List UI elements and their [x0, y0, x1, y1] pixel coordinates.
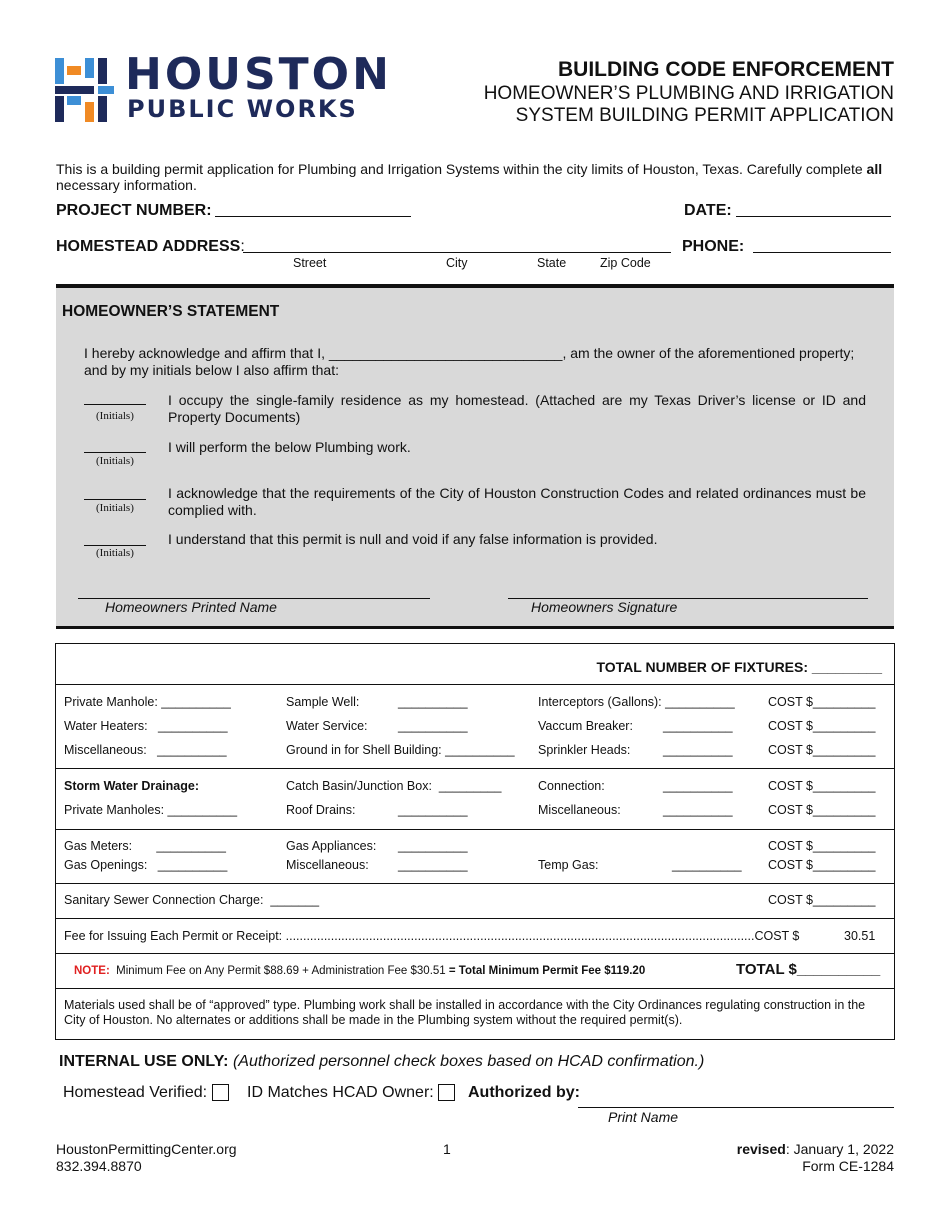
permit-fee-label: Fee for Issuing Each Permit or Receipt: .......................................................................................................................................COST $	[64, 929, 800, 943]
temp-gas-field[interactable]: __________	[672, 858, 742, 872]
cost-field[interactable]: COST $_________	[768, 695, 876, 709]
water-service-field[interactable]: __________	[398, 719, 468, 733]
statement-item-1: I occupy the single-family residence as my homestead. (Attached are my Texas Driver’s license or ID and Property Documents)	[168, 392, 866, 425]
cost-field[interactable]: COST $_________	[768, 719, 876, 733]
gas-meters-field[interactable]: Gas Meters: __________	[64, 839, 226, 853]
storm-water-drainage-label: Storm Water Drainage:	[64, 779, 199, 793]
temp-gas-label: Temp Gas:	[538, 858, 599, 872]
materials-text: Materials used shall be of “approved” type. Plumbing work shall be installed in accordance with the City Ordinances regulating construction in the City of Houston. No alternates or additions shall be made in the Plumbing system without the required permit(s).	[64, 998, 866, 1027]
footer-phone: 832.394.8870	[56, 1158, 142, 1174]
sample-well-label: Sample Well:	[286, 695, 360, 709]
logo	[55, 49, 392, 126]
miscellaneous-field[interactable]: Miscellaneous: __________	[64, 743, 227, 757]
footer-revised: revised: January 1, 2022	[736, 1141, 894, 1157]
printed-name-caption: Homeowners Printed Name	[105, 599, 277, 615]
connection-field[interactable]: __________	[663, 779, 733, 793]
vaccum-breaker-label: Vaccum Breaker:	[538, 719, 633, 733]
statement-affirm-1: I hereby acknowledge and affirm that I, ______________________________, am the owner of the aforementioned property;	[84, 345, 855, 361]
authorized-by-label: Authorized by:	[468, 1084, 580, 1101]
statement-item-4: I understand that this permit is null and void if any false information is provided.	[168, 531, 658, 547]
storm-miscellaneous-field[interactable]: __________	[663, 803, 733, 817]
city-caption: City	[446, 256, 468, 270]
homeowner-statement	[56, 284, 894, 629]
cost-field[interactable]: COST $_________	[768, 743, 876, 757]
total-fixtures-label: TOTAL NUMBER OF FIXTURES: _________	[596, 659, 882, 675]
cost-field[interactable]: COST $_________	[768, 839, 876, 853]
sprinkler-heads-field[interactable]: __________	[663, 743, 733, 757]
cost-field[interactable]: COST $_________	[768, 779, 876, 793]
initials-caption-2: (Initials)	[96, 455, 134, 467]
gas-appliances-label: Gas Appliances:	[286, 839, 377, 853]
homestead-address-field[interactable]	[243, 236, 671, 253]
homestead-verified: Homestead Verified:	[63, 1084, 229, 1102]
footer-website: HoustonPermittingCenter.org	[56, 1141, 237, 1157]
logo-mark-icon	[55, 56, 117, 124]
id-matches-checkbox[interactable]	[438, 1084, 455, 1101]
gas-miscellaneous-field[interactable]: __________	[398, 858, 468, 872]
water-heaters-field[interactable]: Water Heaters: __________	[64, 719, 228, 733]
internal-use-title: INTERNAL USE ONLY: (Authorized personnel check boxes based on HCAD confirmation.)	[59, 1053, 705, 1070]
authorized-by-field[interactable]	[578, 1093, 894, 1108]
sprinkler-heads-label: Sprinkler Heads:	[538, 743, 631, 757]
date-label: DATE:	[684, 202, 732, 219]
homestead-verified-checkbox[interactable]	[212, 1084, 229, 1101]
state-caption: State	[537, 256, 567, 270]
private-manholes-field[interactable]: Private Manholes: __________	[64, 803, 238, 817]
signature-caption: Homeowners Signature	[531, 599, 678, 615]
homestead-address-label: HOMESTEAD ADDRESS:	[56, 238, 245, 255]
water-service-label: Water Service:	[286, 719, 368, 733]
printed-name-field[interactable]	[78, 584, 430, 599]
statement-item-2: I will perform the below Plumbing work.	[168, 439, 411, 455]
ground-shell-building-field[interactable]: Ground in for Shell Building: __________	[286, 743, 515, 757]
storm-miscellaneous-label: Miscellaneous:	[538, 803, 621, 817]
project-number-field[interactable]	[215, 200, 411, 217]
fixtures-row-1	[56, 684, 894, 768]
fixtures-row-3	[56, 829, 894, 883]
statement-affirm-2: and by my initials below I also affirm that:	[84, 362, 339, 378]
initials-field-1[interactable]	[84, 390, 146, 405]
signature-field[interactable]	[508, 584, 868, 599]
roof-drains-field[interactable]: __________	[398, 803, 468, 817]
footer-form-number: Form CE-1284	[802, 1158, 894, 1174]
fixtures-table	[55, 643, 895, 1040]
zip-caption: Zip Code	[600, 256, 651, 270]
minimum-fee-note: NOTE: Minimum Fee on Any Permit $88.69 + Administration Fee $30.51 = Total Minimum Permit Fee $119.20	[74, 965, 646, 977]
fixtures-row-2	[56, 768, 894, 829]
statement-title: HOMEOWNER’S STATEMENT	[62, 303, 280, 320]
street-caption: Street	[293, 256, 327, 270]
date-field[interactable]	[736, 200, 891, 217]
phone-field[interactable]	[753, 236, 891, 253]
sanitary-cost-field[interactable]: COST $_________	[768, 893, 876, 907]
intro-text: This is a building permit application for Plumbing and Irrigation Systems within the city limits of Houston, Texas. Carefully complete all necessary information.	[56, 161, 883, 193]
interceptors-field[interactable]: Interceptors (Gallons): __________	[538, 695, 735, 709]
initials-caption-3: (Initials)	[96, 502, 134, 514]
private-manhole-field[interactable]: Private Manhole: __________	[64, 695, 231, 709]
page-subtitle-1: HOMEOWNER’S PLUMBING AND IRRIGATION	[483, 83, 894, 104]
gas-openings-field[interactable]: Gas Openings: __________	[64, 858, 228, 872]
page-subtitle-2: SYSTEM BUILDING PERMIT APPLICATION	[515, 105, 894, 126]
initials-field-4[interactable]	[84, 531, 146, 546]
gas-miscellaneous-label: Miscellaneous:	[286, 858, 369, 872]
catch-basin-field[interactable]: Catch Basin/Junction Box: _________	[286, 779, 502, 793]
project-number-label: PROJECT NUMBER:	[56, 202, 212, 219]
statement-item-3: I acknowledge that the requirements of the City of Houston Construction Codes and related ordinances must be complied with.	[168, 485, 866, 518]
initials-caption-4: (Initials)	[96, 547, 134, 559]
logo-houston: HOUSTON	[125, 49, 392, 100]
permit-fee-value: 30.51	[844, 929, 876, 943]
sanitary-sewer-field[interactable]: Sanitary Sewer Connection Charge: _______	[64, 893, 320, 907]
page-number: 1	[443, 1141, 451, 1157]
roof-drains-label: Roof Drains:	[286, 803, 356, 817]
page-title: BUILDING CODE ENFORCEMENT	[558, 58, 894, 81]
cost-field[interactable]: COST $_________	[768, 803, 876, 817]
phone-label: PHONE:	[682, 238, 745, 255]
vaccum-breaker-field[interactable]: __________	[663, 719, 733, 733]
total-field[interactable]: TOTAL $__________	[736, 961, 881, 978]
cost-field[interactable]: COST $_________	[768, 858, 876, 872]
gas-appliances-field[interactable]: __________	[398, 839, 468, 853]
logo-public-works: PUBLIC WORKS	[127, 95, 358, 123]
id-matches: ID Matches HCAD Owner:	[247, 1084, 455, 1102]
initials-field-2[interactable]	[84, 438, 146, 453]
connection-label: Connection:	[538, 779, 605, 793]
print-name-caption: Print Name	[608, 1109, 679, 1125]
initials-caption-1: (Initials)	[96, 410, 134, 422]
sample-well-field[interactable]: __________	[398, 695, 468, 709]
initials-field-3[interactable]	[84, 485, 146, 500]
